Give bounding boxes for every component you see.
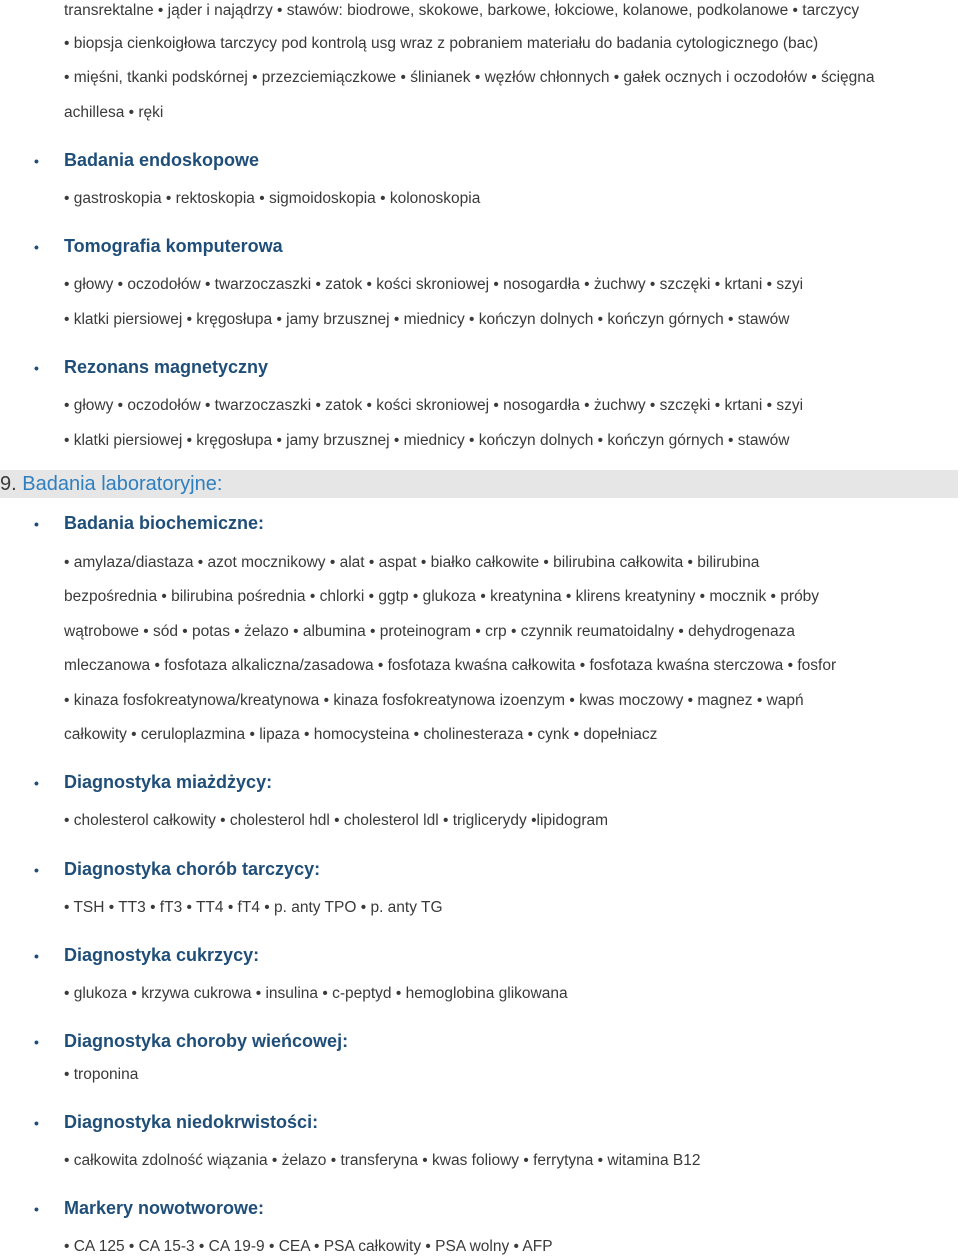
text-line: mleczanowa • fosfotaza alkaliczna/zasadowa • fosfotaza kwaśna całkowita • fosfotaza kwaśna sterczowa • fosfor bbox=[64, 657, 837, 674]
heading-title: Diagnostyka niedokrwistości: bbox=[64, 1112, 319, 1132]
text-line: • biopsja cienkoigłowa tarczycy pod kontrolą usg wraz z pobraniem materiału do badania cytologicznego (bac) bbox=[64, 35, 819, 52]
text-line: • klatki piersiowej • kręgosłupa • jamy brzusznej • miednicy • kończyn dolnych • kończyn górnych • stawów bbox=[64, 432, 790, 449]
heading-title: Diagnostyka cukrzycy: bbox=[64, 945, 260, 965]
heading-miazdzyca bbox=[34, 770, 272, 795]
heading-title: Badania endoskopowe bbox=[64, 150, 260, 170]
heading-title: Diagnostyka choroby wieńcowej: bbox=[64, 1031, 349, 1051]
heading-title: Diagnostyka chorób tarczycy: bbox=[64, 859, 321, 879]
text-line: • TSH • TT3 • fT3 • TT4 • fT4 • p. anty TPO • p. anty TG bbox=[64, 899, 443, 916]
heading-biochemiczne bbox=[34, 511, 264, 536]
bullet-icon: • bbox=[34, 948, 39, 964]
text-line: całkowity • ceruloplazmina • lipaza • homocysteina • cholinesteraza • cynk • dopełniacz bbox=[64, 726, 658, 743]
heading-title: Markery nowotworowe: bbox=[64, 1198, 265, 1218]
bullet-icon: • bbox=[34, 516, 39, 532]
text-line: • cholesterol całkowity • cholesterol hdl • cholesterol ldl • triglicerydy •lipidogram bbox=[64, 812, 609, 829]
bullet-icon: • bbox=[34, 775, 39, 791]
heading-tomografia bbox=[34, 234, 283, 259]
bullet-icon: • bbox=[34, 360, 39, 376]
text-line: • głowy • oczodołów • twarzoczaszki • zatok • kości skroniowej • nosogardła • żuchwy • szczęki • krtani • szyi bbox=[64, 276, 804, 293]
text-line: wątrobowe • sód • potas • żelazo • albumina • proteinogram • crp • czynnik reumatoidalny • dehydrogenaza bbox=[64, 623, 795, 640]
heading-title: Tomografia komputerowa bbox=[64, 236, 283, 256]
heading-tarczyca bbox=[34, 857, 320, 882]
heading-title: Diagnostyka miażdżycy: bbox=[64, 772, 273, 792]
bullet-icon: • bbox=[34, 239, 39, 255]
heading-wiencowa bbox=[34, 1029, 348, 1054]
heading-rezonans bbox=[34, 355, 268, 380]
bullet-icon: • bbox=[34, 862, 39, 878]
bullet-icon: • bbox=[34, 1201, 39, 1217]
text-line: • CA 125 • CA 15-3 • CA 19-9 • CEA • PSA całkowity • PSA wolny • AFP bbox=[64, 1238, 553, 1255]
text-line: transrektalne • jąder i najądrzy • stawów: biodrowe, skokowe, barkowe, łokciowe, kolanowe, podkolanowe • tarczycy bbox=[64, 2, 860, 19]
text-line: • troponina bbox=[64, 1066, 139, 1083]
section-number: 9. bbox=[0, 473, 17, 495]
bullet-icon: • bbox=[34, 153, 39, 169]
heading-title: Badania biochemiczne: bbox=[64, 513, 265, 533]
section-heading bbox=[0, 470, 958, 498]
text-line: • gastroskopia • rektoskopia • sigmoidoskopia • kolonoskopia bbox=[64, 190, 481, 207]
heading-endoskopowe bbox=[34, 148, 259, 173]
heading-title: Rezonans magnetyczny bbox=[64, 357, 269, 377]
heading-cukrzyca bbox=[34, 943, 259, 968]
section-title: Badania laboratoryjne: bbox=[22, 473, 223, 495]
text-line: bezpośrednia • bilirubina pośrednia • chlorki • ggtp • glukoza • kreatynina • klirens kreatyniny • mocznik • próby bbox=[64, 588, 820, 605]
text-line: • całkowita zdolność wiązania • żelazo • transferyna • kwas foliowy • ferrytyna • witamina B12 bbox=[64, 1152, 701, 1169]
text-line: • głowy • oczodołów • twarzoczaszki • zatok • kości skroniowej • nosogardła • żuchwy • szczęki • krtani • szyi bbox=[64, 397, 804, 414]
heading-markery bbox=[34, 1196, 264, 1221]
heading-niedokrwistosc bbox=[34, 1110, 318, 1135]
bullet-icon: • bbox=[34, 1034, 39, 1050]
text-line: • glukoza • krzywa cukrowa • insulina • c-peptyd • hemoglobina glikowana bbox=[64, 985, 568, 1002]
text-line: achillesa • ręki bbox=[64, 104, 164, 121]
text-line: • amylaza/diastaza • azot mocznikowy • alat • aspat • białko całkowite • bilirubina całkowita • bilirubina bbox=[64, 554, 760, 571]
bullet-icon: • bbox=[34, 1115, 39, 1131]
text-line: • mięśni, tkanki podskórnej • przezciemiączkowe • ślinianek • węzłów chłonnych • gałek ocznych i oczodołów • ścięgna bbox=[64, 69, 875, 86]
text-line: • kinaza fosfokreatynowa/kreatynowa • kinaza fosfokreatynowa izoenzym • kwas moczowy • magnez • wapń bbox=[64, 692, 804, 709]
text-line: • klatki piersiowej • kręgosłupa • jamy brzusznej • miednicy • kończyn dolnych • kończyn górnych • stawów bbox=[64, 311, 790, 328]
